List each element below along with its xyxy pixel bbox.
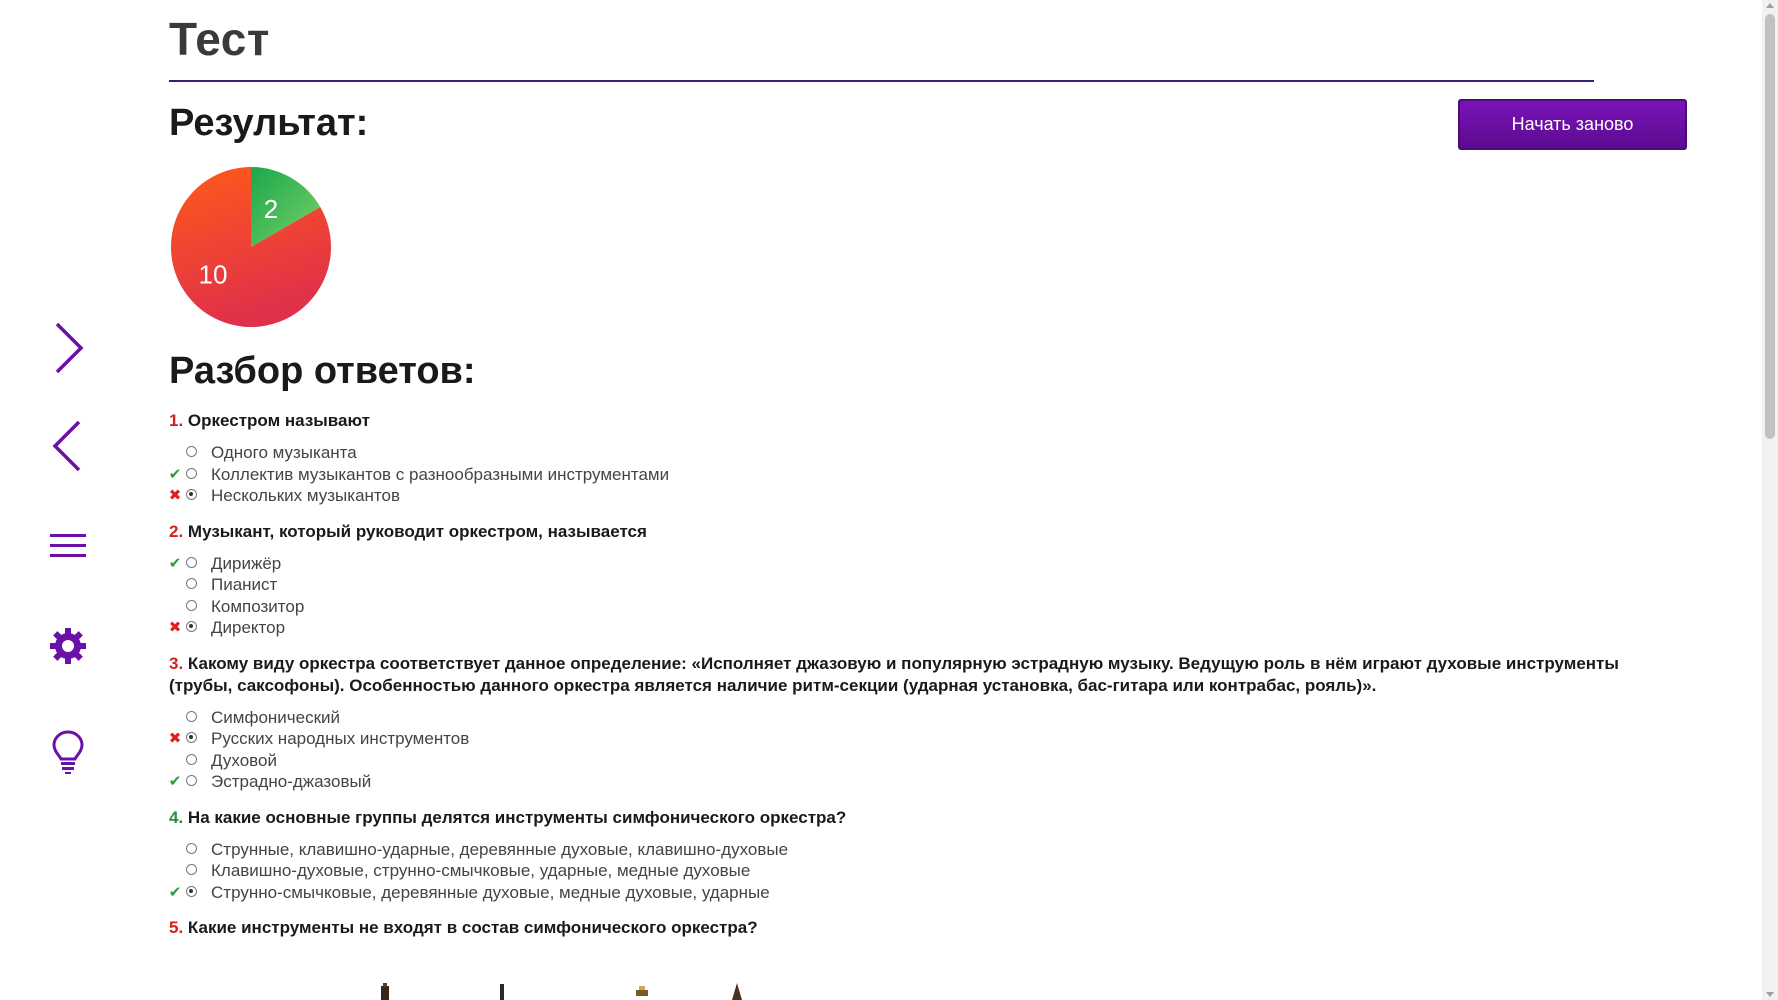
- question: [169, 917, 1639, 939]
- answer-option[interactable]: [169, 442, 1639, 464]
- radio-icon[interactable]: [186, 446, 197, 457]
- question-number: 4.: [169, 807, 184, 827]
- answer-option[interactable]: [169, 485, 1639, 507]
- answer-option[interactable]: [169, 860, 1639, 882]
- answer-label: Струнно-смычковые, деревянные духовые, медные духовые, ударные: [211, 882, 770, 902]
- question-label: Оркестром называют: [187, 411, 370, 430]
- restart-button[interactable]: Начать заново: [1458, 99, 1687, 150]
- menu-icon: [48, 531, 88, 561]
- radio-icon[interactable]: [186, 754, 197, 765]
- answer-label: Симфонический: [211, 707, 341, 727]
- check-icon: ✔: [168, 554, 182, 572]
- question: [169, 410, 1639, 507]
- question-number: 1.: [169, 411, 184, 430]
- check-icon: ✔: [168, 465, 182, 483]
- hint-button[interactable]: [40, 722, 96, 782]
- instrument-thumbnail-icon: [378, 982, 392, 1000]
- check-icon: ✔: [168, 883, 182, 901]
- question-label: Музыкант, который руководит оркестром, называется: [187, 521, 647, 541]
- instrument-thumbnail-icon: [730, 982, 744, 1000]
- radio-icon[interactable]: [186, 711, 197, 722]
- answer-option[interactable]: [169, 882, 1639, 904]
- question: [169, 653, 1639, 793]
- question-label: Какие инструменты не входят в состав симфонического оркестра?: [187, 918, 758, 937]
- question-text: [169, 807, 1639, 829]
- previous-button[interactable]: [40, 416, 96, 476]
- answer-label: Нескольких музыкантов: [211, 486, 401, 505]
- instrument-thumbnail-icon: [495, 982, 509, 1000]
- answer-option[interactable]: [169, 464, 1639, 486]
- settings-button[interactable]: [40, 616, 96, 676]
- radio-icon[interactable]: [186, 468, 197, 479]
- page-title: Тест: [169, 13, 270, 65]
- radio-icon[interactable]: [186, 578, 197, 589]
- question-number: 3.: [169, 653, 184, 673]
- radio-icon[interactable]: [186, 557, 197, 568]
- answer-label: Русских народных инструментов: [211, 729, 470, 748]
- review-heading: Разбор ответов:: [169, 350, 476, 392]
- radio-icon[interactable]: [186, 600, 197, 611]
- answer-option[interactable]: [169, 771, 1639, 793]
- answer-option[interactable]: [169, 617, 1639, 639]
- question-list: [169, 410, 1639, 953]
- radio-icon[interactable]: [186, 775, 197, 786]
- cross-icon: ✖: [168, 487, 182, 504]
- question-text: [169, 917, 1639, 939]
- menu-button[interactable]: [40, 516, 96, 576]
- answer-label: Эстрадно-джазовый: [211, 772, 372, 791]
- question: [169, 521, 1639, 639]
- pie-slice-label: 2: [263, 193, 279, 224]
- question-text: [169, 410, 1639, 432]
- check-icon: ✔: [168, 773, 182, 790]
- scroll-up-icon[interactable]: [1766, 3, 1774, 8]
- question-number: 5.: [169, 918, 184, 937]
- radio-icon[interactable]: [186, 621, 197, 632]
- instrument-thumbnails: [200, 982, 800, 1000]
- cross-icon: ✖: [168, 619, 182, 636]
- answer-label: Духовой: [211, 750, 277, 770]
- answer-option[interactable]: [169, 728, 1639, 750]
- radio-icon[interactable]: [186, 732, 197, 743]
- question-label: На какие основные группы делятся инструменты симфонического оркестра?: [187, 807, 847, 827]
- answer-label: Пианист: [211, 575, 278, 594]
- scroll-thumb[interactable]: [1765, 14, 1775, 439]
- gear-icon: [48, 626, 88, 666]
- scroll-down-icon[interactable]: [1766, 992, 1774, 997]
- radio-icon[interactable]: [186, 886, 197, 897]
- question-number: 2.: [169, 521, 184, 541]
- answer-option[interactable]: [169, 750, 1639, 772]
- answer-label: Клавишно-духовые, струнно-смычковые, ударные, медные духовые: [211, 861, 751, 880]
- answer-option[interactable]: [169, 839, 1639, 861]
- answer-label: Коллектив музыкантов с разнообразными инструментами: [211, 464, 670, 484]
- answer-option[interactable]: [169, 707, 1639, 729]
- instrument-thumbnail-icon: [635, 982, 649, 1000]
- next-button[interactable]: [40, 318, 96, 378]
- lightbulb-icon: [50, 729, 86, 775]
- title-divider: [169, 80, 1594, 82]
- answer-option[interactable]: [169, 553, 1639, 575]
- cross-icon: ✖: [168, 730, 182, 747]
- result-pie-chart: [169, 165, 333, 329]
- radio-icon[interactable]: [186, 864, 197, 875]
- pie-slice-label: 10: [198, 259, 228, 290]
- chevron-left-icon: [51, 418, 85, 474]
- question-text: [169, 521, 1639, 543]
- scrollbar[interactable]: [1762, 0, 1778, 1000]
- radio-icon[interactable]: [186, 489, 197, 500]
- question-label: Какому виду оркестра соответствует данное определение: «Исполняет джазовую и популярную эстрадную музыку. Ведущую роль в нём играют духовые инструменты (трубы, саксофоны). Особенностью данного оркестра является наличие ритм-секции (ударная установка, бас-гитара или контрабас, рояль)».: [169, 653, 1619, 695]
- question-text: [169, 653, 1639, 697]
- answer-option[interactable]: [169, 574, 1639, 596]
- answer-label: Директор: [211, 618, 286, 637]
- sidebar: [0, 0, 130, 1000]
- answer-label: Композитор: [211, 596, 305, 616]
- question: [169, 807, 1639, 904]
- result-heading: Результат:: [169, 102, 369, 144]
- answer-label: Дирижёр: [211, 553, 282, 573]
- answer-option[interactable]: [169, 596, 1639, 618]
- answer-label: Одного музыканта: [211, 443, 357, 462]
- radio-icon[interactable]: [186, 843, 197, 854]
- chevron-right-icon: [51, 320, 85, 376]
- answer-label: Струнные, клавишно-ударные, деревянные духовые, клавишно-духовые: [211, 839, 789, 859]
